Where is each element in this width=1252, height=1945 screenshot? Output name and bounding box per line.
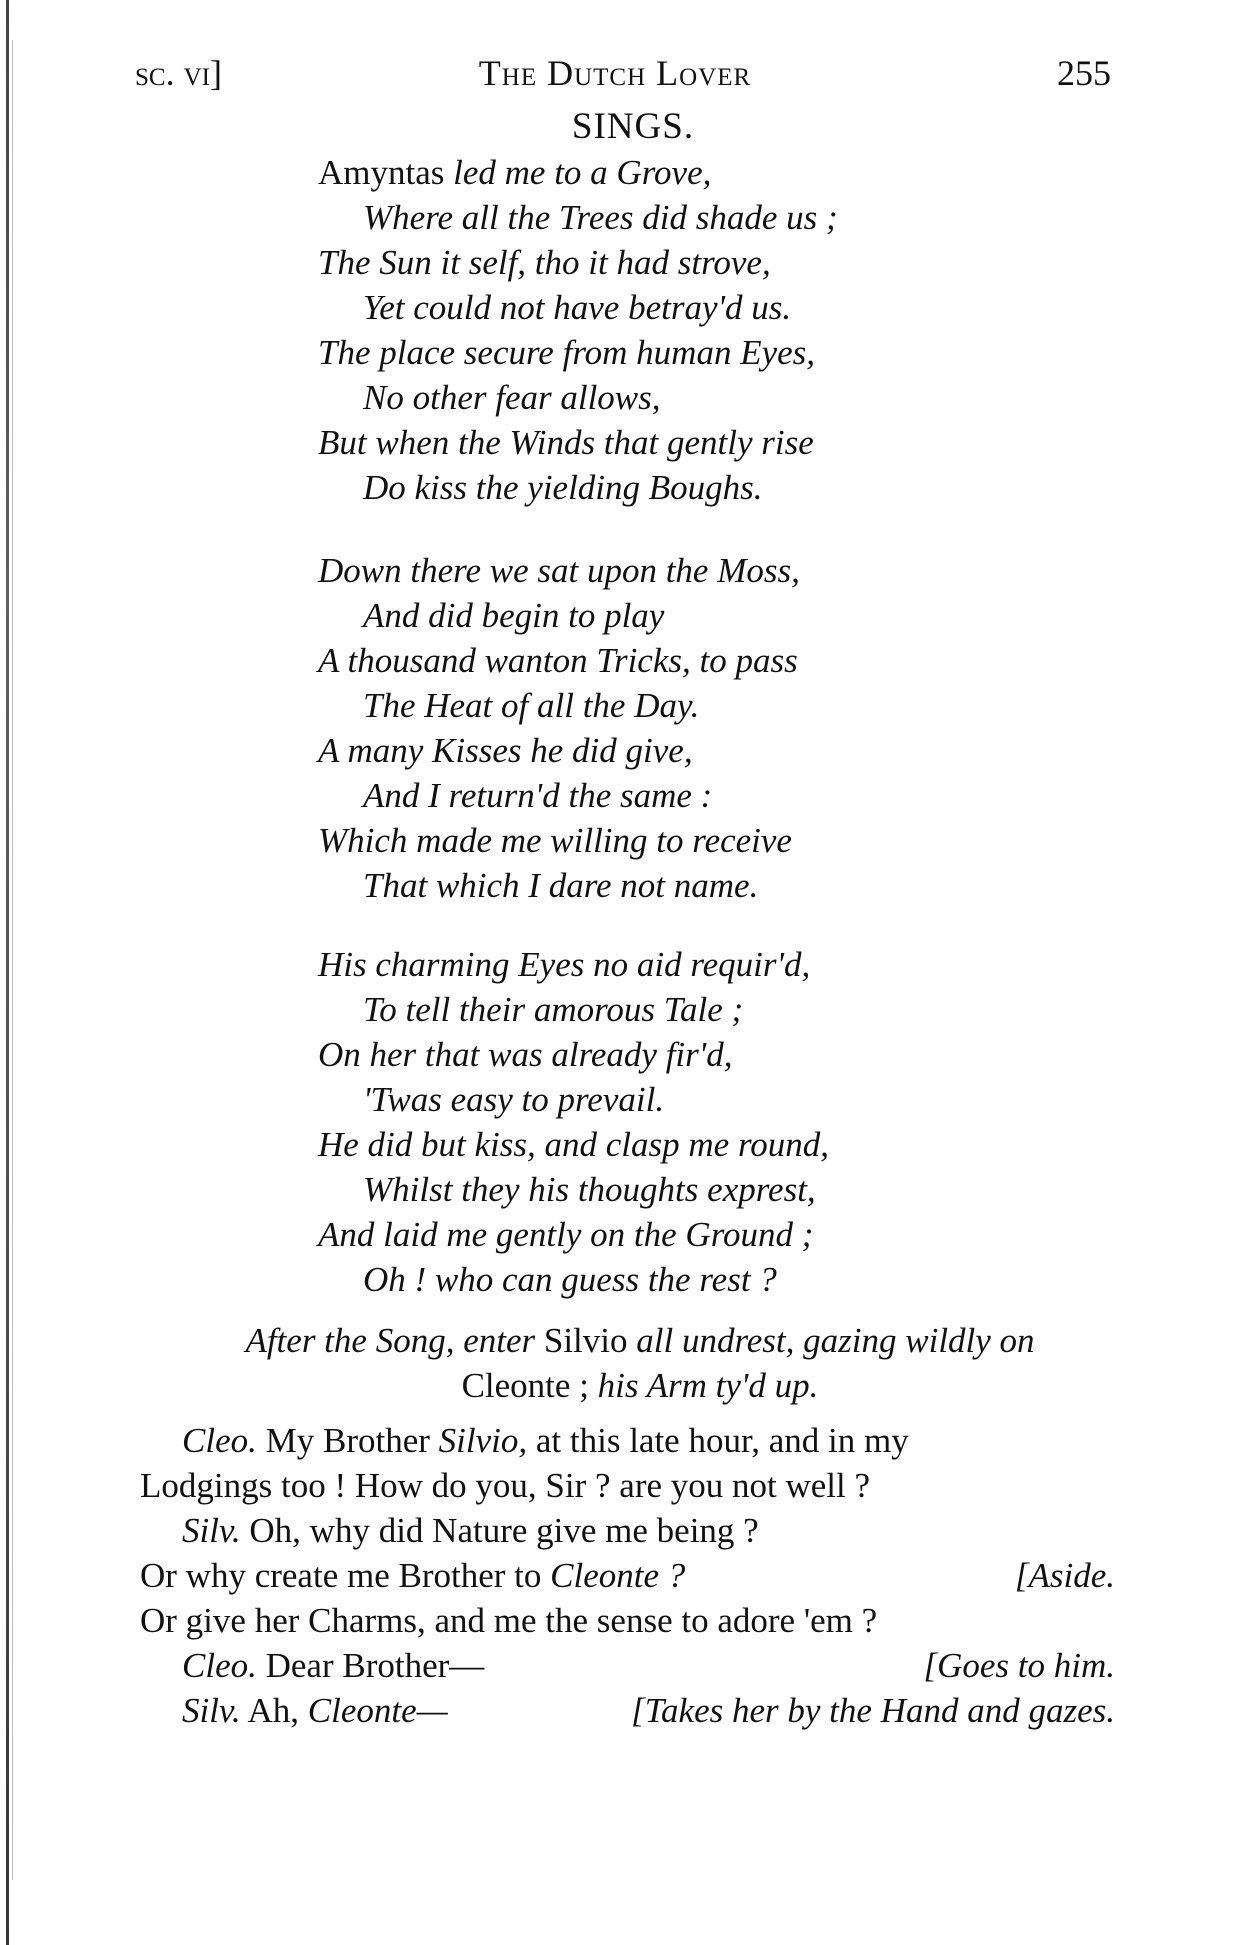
binding-edge-shadow (12, 40, 13, 1880)
stage-direction (160, 1318, 1120, 1408)
verse-line: Where all the Trees did shade us ; (363, 198, 838, 237)
stanza-3 (318, 942, 829, 1302)
verse-line: The Sun it self, tho it had strove, (318, 243, 771, 282)
dialogue-block (140, 1418, 1115, 1733)
character-name: Silvio, (438, 1421, 528, 1460)
stanza-1 (318, 150, 838, 510)
verse-line: And did begin to play (363, 596, 665, 635)
binding-edge (6, 0, 9, 1945)
verse-line: He did but kiss, and clasp me round, (318, 1125, 830, 1164)
character-name: Cleonte ? (550, 1556, 686, 1595)
speech-text: Oh, why did Nature give me being ? (240, 1511, 759, 1550)
speaker-name: Cleo. (182, 1646, 257, 1685)
stage-direction-line (160, 1363, 1120, 1408)
stage-text: his Arm ty'd up. (588, 1366, 819, 1405)
verse-line: A thousand wanton Tricks, to pass (318, 641, 798, 680)
aside-direction: [Takes her by the Hand and gazes. (631, 1691, 1115, 1730)
verse-line (318, 150, 838, 195)
stanza-2 (318, 548, 800, 908)
speaker-name: Cleo. (182, 1421, 257, 1460)
verse-line: Oh ! who can guess the rest ? (363, 1260, 777, 1299)
verse-line: His charming Eyes no aid requir'd, (318, 945, 811, 984)
verse-line: And I return'd the same : (363, 776, 713, 815)
verse-line: Do kiss the yielding Boughs. (363, 468, 763, 507)
verse-name: Amyntas (318, 153, 445, 192)
verse-line: To tell their amorous Tale ; (363, 990, 744, 1029)
verse-line: The Heat of all the Day. (363, 686, 700, 725)
speech-text: Dear Brother— (256, 1646, 485, 1685)
song-heading: SINGS. (571, 106, 695, 147)
verse-line: On her that was already fir'd, (318, 1035, 733, 1074)
dialogue-line (140, 1508, 1115, 1553)
dialogue-line (140, 1418, 1115, 1463)
section-marker: sc. vi] (135, 53, 222, 93)
dialogue-line: Lodgings too ! How do you, Sir ? are you not well ? (140, 1466, 871, 1505)
verse-line: But when the Winds that gently rise (318, 423, 814, 462)
verse-line: No other fear allows, (363, 378, 661, 417)
running-title: The Dutch Lover (478, 53, 752, 93)
page-number: 255 (1057, 53, 1111, 93)
verse-line: 'Twas easy to prevail. (363, 1080, 665, 1119)
verse-line: A many Kisses he did give, (318, 731, 693, 770)
aside-direction: [Goes to him. (923, 1646, 1115, 1685)
speaker-name: Silv. (182, 1691, 241, 1730)
stage-text: After the Song, enter (245, 1321, 544, 1360)
verse-line: And laid me gently on the Ground ; (318, 1215, 814, 1254)
speech-text: at this late hour, and in my (527, 1421, 909, 1460)
speech-text: My Brother (256, 1421, 439, 1460)
dialogue-line: Or give her Charms, and me the sense to adore 'em ? (140, 1601, 878, 1640)
aside-direction: [Aside. (1014, 1556, 1115, 1595)
stage-text: all undrest, gazing wildly on (627, 1321, 1035, 1360)
verse-line: Which made me willing to receive (318, 821, 792, 860)
speech-text: Or why create me Brother to (140, 1556, 551, 1595)
verse-line: The place secure from human Eyes, (318, 333, 816, 372)
running-header (135, 52, 1115, 102)
character-name: Cleonte— (307, 1691, 448, 1730)
character-name: Cleonte ; (461, 1366, 589, 1405)
dialogue-line (140, 1553, 1115, 1598)
verse-line: Yet could not have betray'd us. (363, 288, 792, 327)
speaker-name: Silv. (182, 1511, 241, 1550)
verse-line: Whilst they his thoughts exprest, (363, 1170, 816, 1209)
speech-text: Ah, (240, 1691, 308, 1730)
character-name: Silvio (543, 1321, 628, 1360)
dialogue-line (140, 1688, 1115, 1733)
verse-text: led me to a Grove, (444, 153, 712, 192)
verse-line: Down there we sat upon the Moss, (318, 551, 800, 590)
stage-direction-line (160, 1318, 1120, 1363)
dialogue-line (140, 1643, 1115, 1688)
verse-line: That which I dare not name. (363, 866, 759, 905)
